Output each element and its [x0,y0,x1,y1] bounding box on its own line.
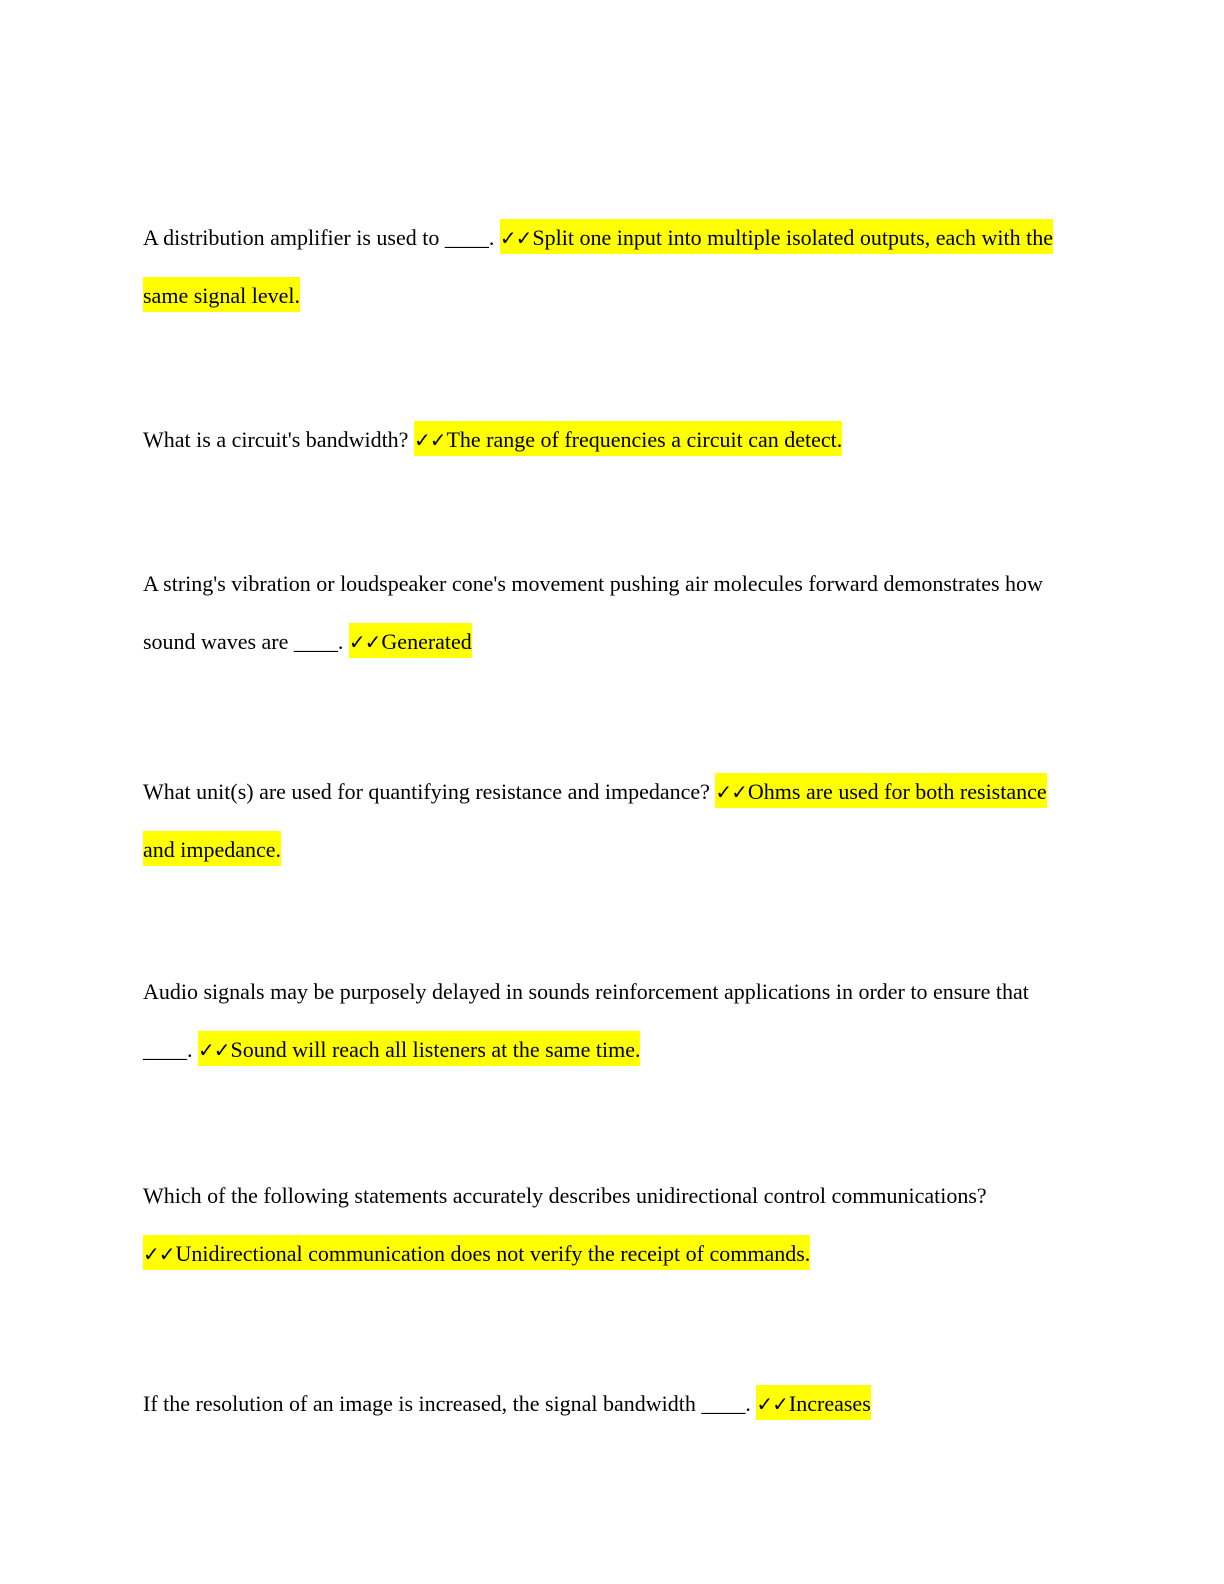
answer-highlight [414,421,842,456]
answer-text: Increases [788,1391,871,1416]
answer-text: Ohms are used for both resistance and impedance. [143,779,1047,862]
question-text: A string's vibration or loudspeaker cone's movement pushing air molecules forward demonstrates how sound waves are ____. [143,571,1043,654]
double-check-icon: ✓✓ [756,1392,788,1416]
qa-item [143,209,1083,325]
answer-text: Generated [381,629,472,654]
qa-item [143,411,1083,469]
question-text: What is a circuit's bandwidth? [143,427,409,452]
qa-item [143,1167,1083,1283]
answer-highlight [756,1385,870,1420]
double-check-icon: ✓✓ [198,1038,230,1062]
question-text: Audio signals may be purposely delayed in sounds reinforcement applications in order to ensure that ____. [143,979,1029,1062]
question-text: Which of the following statements accurately describes unidirectional control communications? [143,1183,987,1208]
answer-text: The range of frequencies a circuit can detect. [446,427,843,452]
qa-item [143,555,1083,671]
double-check-icon: ✓✓ [499,226,532,250]
qa-item [143,1375,1083,1433]
question-text: What unit(s) are used for quantifying resistance and impedance? [143,779,710,804]
qa-item [143,763,1083,879]
double-check-icon: ✓✓ [413,428,446,452]
double-check-icon: ✓✓ [143,1242,175,1266]
answer-text: Sound will reach all listeners at the same time. [230,1037,641,1062]
question-text: If the resolution of an image is increased, the signal bandwidth ____. [143,1391,751,1416]
qa-list [143,209,1083,1433]
double-check-icon: ✓✓ [715,780,747,804]
question-text: A distribution amplifier is used to ____. [143,225,495,250]
answer-text: Split one input into multiple isolated outputs, each with the same signal level. [143,225,1053,308]
qa-item [143,963,1083,1079]
answer-highlight [143,1235,810,1270]
answer-text: Unidirectional communication does not verify the receipt of commands. [175,1241,811,1266]
answer-highlight [198,1031,640,1066]
double-check-icon: ✓✓ [348,630,381,654]
answer-highlight [349,623,472,658]
